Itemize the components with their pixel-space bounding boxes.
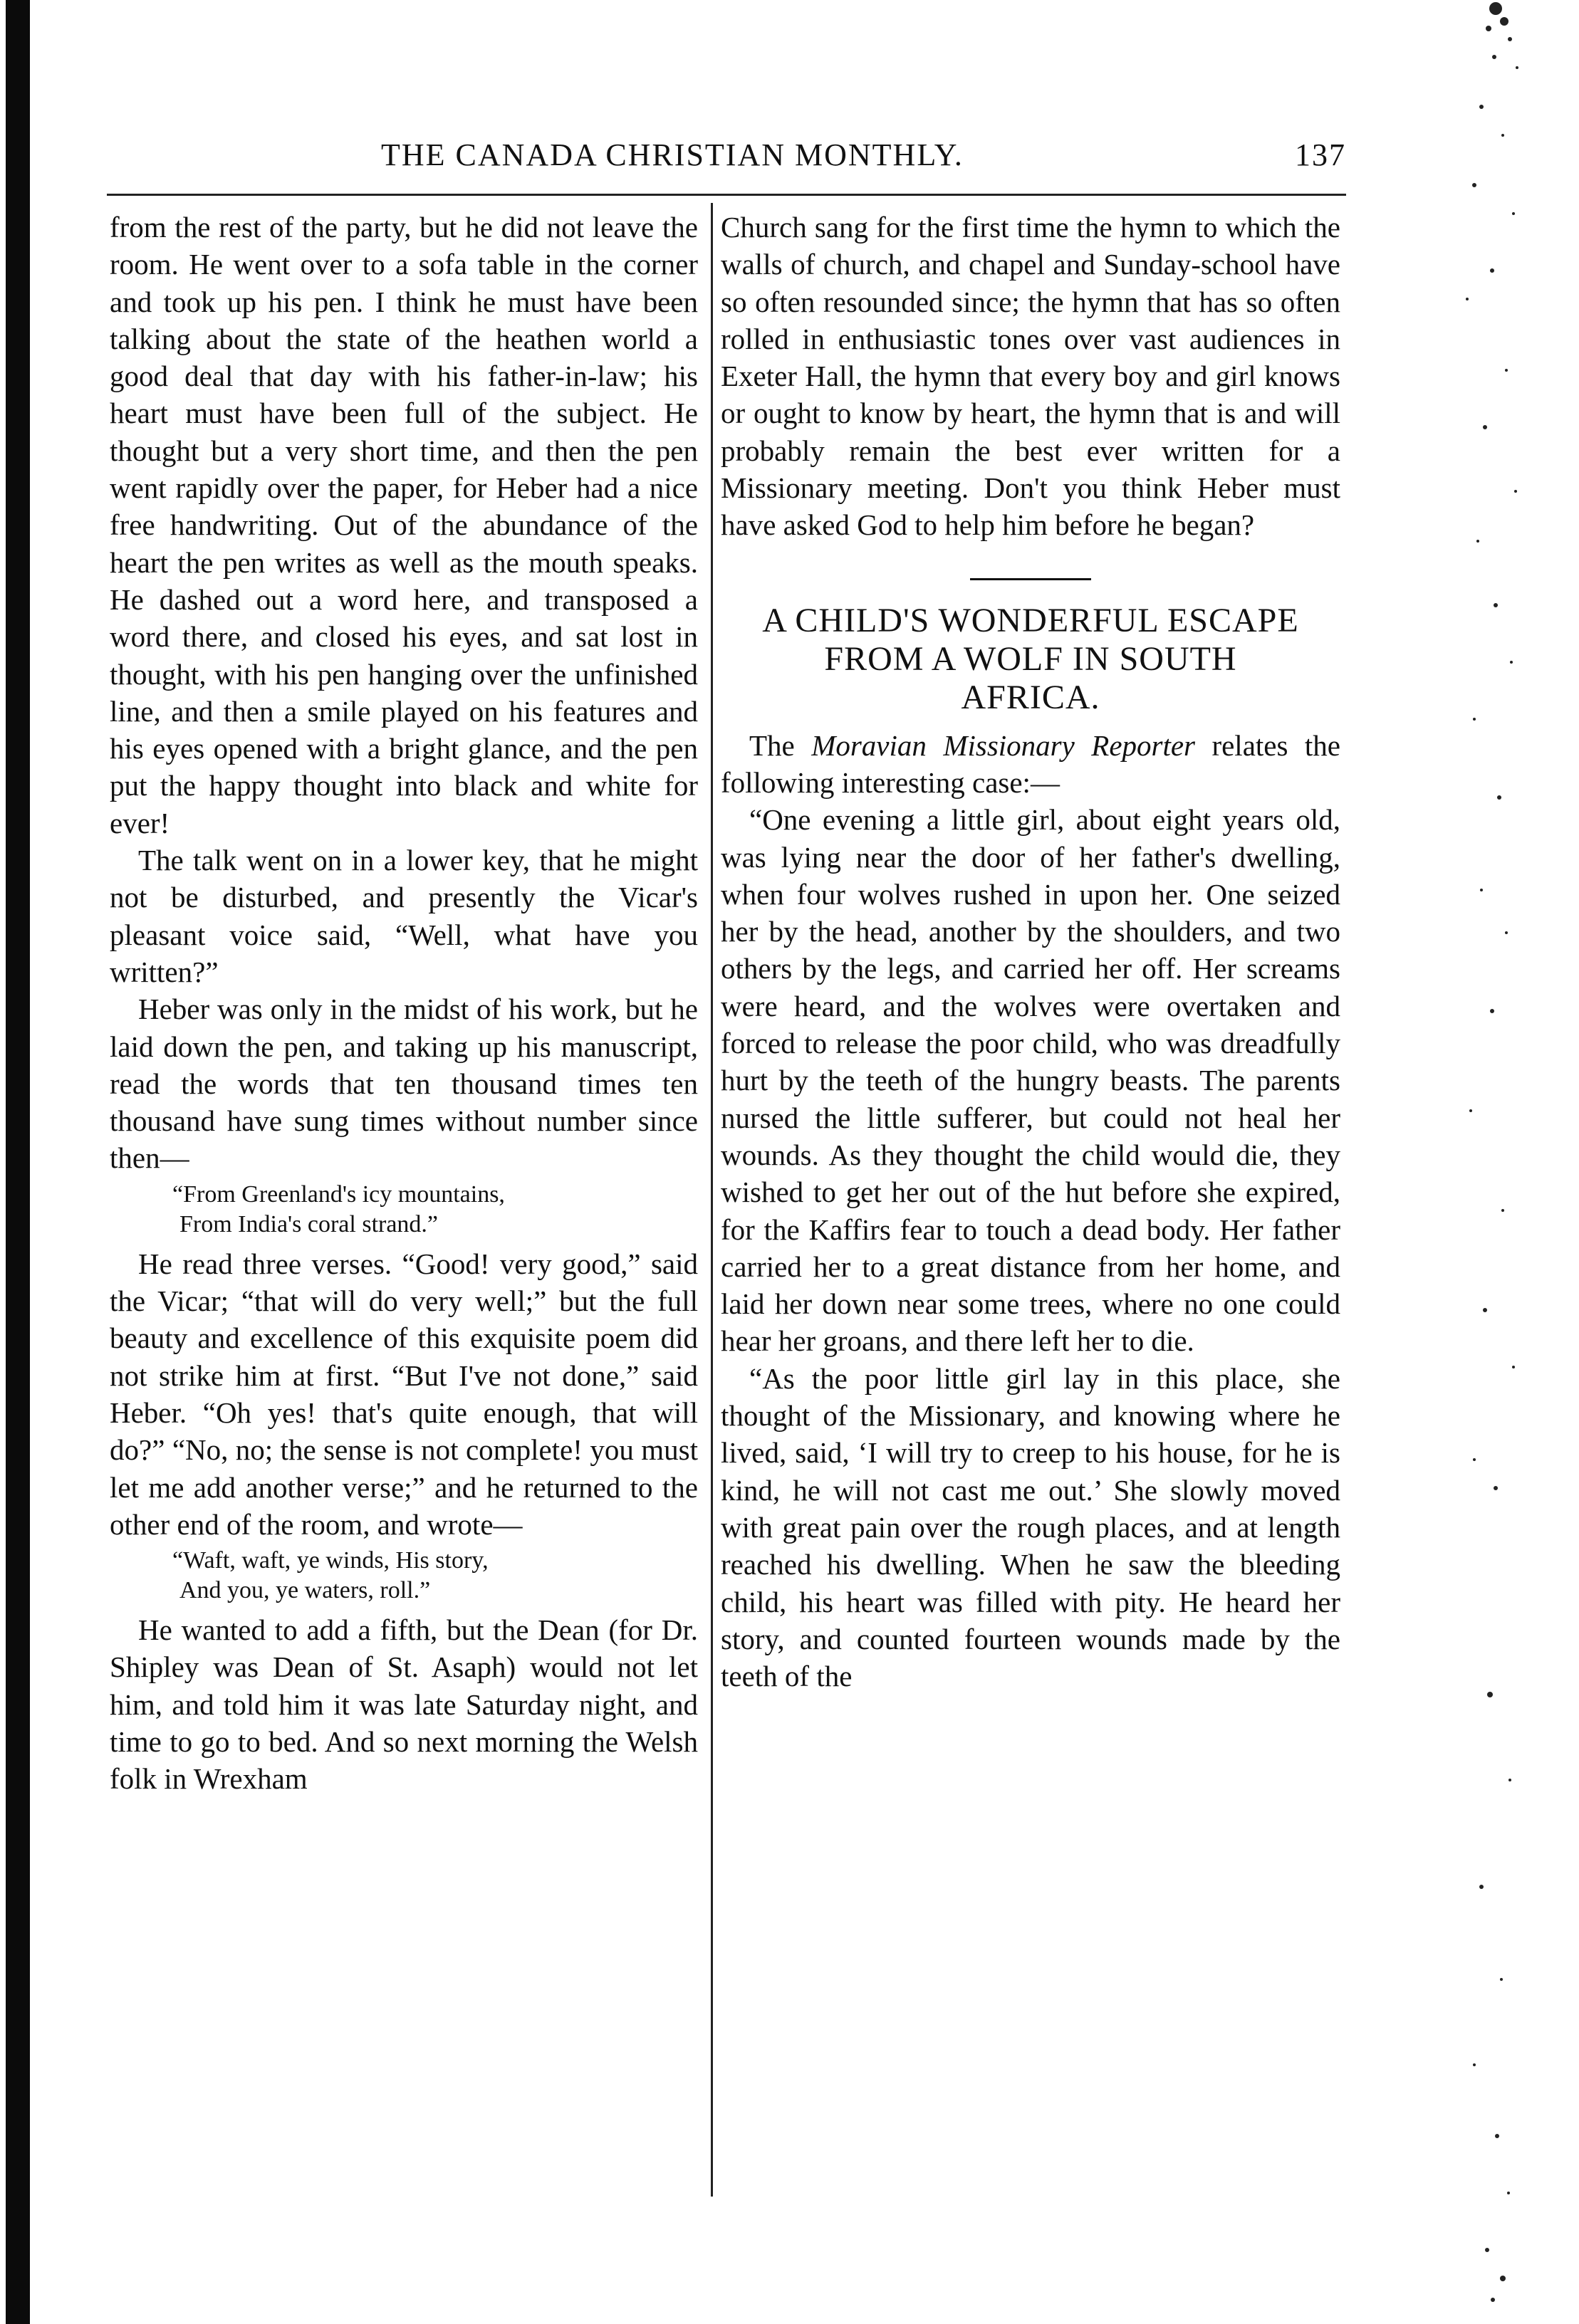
paragraph: Church sang for the first time the hymn to which the walls of church, and chapel and Sunday-school have so often resounded since; the hymn that has so often rolled in enthusiastic tones over vast audiences in Exeter Hall, the hymn that every boy and girl knows or ought to know by heart, the hymn that is and will probably remain the best ever written for a Missionary meeting. Don't you think Heber must have asked God to help him before he began?: [721, 211, 1340, 542]
paragraph: The talk went on in a lower key, that he might not be disturbed, and presently the Vicar's pleasant voice said, “Well, what have you written?”: [110, 844, 698, 988]
page-number: 137: [1295, 137, 1346, 172]
running-header: [107, 128, 1346, 185]
header-rule: [107, 194, 1346, 196]
verse-line: From India's coral strand.”: [179, 1210, 439, 1237]
paragraph: Heber was only in the midst of his work, but he laid down the pen, and taking up his manuscript, read the words that ten thousand times ten thousand have sung times without number since then—: [110, 993, 698, 1175]
publication-name: Moravian Missionary Reporter: [811, 728, 1196, 762]
right-column: [721, 209, 1340, 1695]
paragraph: “As the poor little girl lay in this place, she thought of the Missionary, and knowing where he lived, said, ‘I will try to creep to his house, for he is kind, he will not cast me out.’ She slowly moved with great pain over the rough places, and at length reached his dwelling. When he saw the bleeding child, his heart was filled with pity. He heard her story, and counted fourteen wounds made by the teeth of the: [721, 1361, 1340, 1693]
binding-edge: [6, 0, 30, 2324]
journal-title: THE CANADA CHRISTIAN MONTHLY.: [381, 137, 964, 172]
paragraph: from the rest of the party, but he did not leave the room. He went over to a sofa table in the corner and took up his pen. I think he must have been talking about the state of the heathen world a good deal that day with his father-in-law; his heart must have been full of the subject. He thought but a very short time, and then the pen went rapidly over the paper, for Heber had a nice free handwriting. Out of the abundance of the heart the pen writes as well as the mouth speaks. He dashed out a word here, and transposed a word there, and closed his eyes, and sat lost in thought, with his pen hanging over the unfinished line, and then a smile played on his features and his eyes opened with a bright glance, and the pen put the happy thought into black and white for ever!: [110, 211, 698, 839]
verse-line: And you, ye waters, roll.”: [179, 1577, 431, 1604]
article-title-line: FROM A WOLF IN SOUTH: [824, 639, 1237, 678]
verse-line: “Waft, waft, ye winds, His story,: [172, 1547, 489, 1574]
paragraph: He wanted to add a fifth, but the Dean (for Dr. Shipley was Dean of St. Asaph) would not let him, and told him it was late Saturday night, and time to go to bed. And so next morning the Welsh folk in Wrexham: [110, 1613, 698, 1796]
article-title-line: AFRICA.: [961, 678, 1100, 716]
article-title-line: A CHILD'S WONDERFUL ESCAPE: [762, 601, 1299, 639]
verse-line: “From Greenland's icy mountains,: [172, 1181, 505, 1208]
verse-quote: [172, 1180, 698, 1240]
margin-speckles: [1453, 0, 1579, 2324]
paragraph: “One evening a little girl, about eight years old, was lying near the door of her father's dwelling, when four wolves rushed in upon her. One seized her by the head, another by the shoulders, and two others by the legs, and carried her off. Her screams were heard, and the wolves were overtaken and forced to release the poor child, who was dreadfully hurt by the teeth of the hungry beasts. The parents nursed the little sufferer, but could not heal her wounds. As they thought the child would die, they wished to get her out of the hut before she expired, for the Kaffirs fear to touch a dead body. Her father carried her to a great distance from her home, and laid her down near some trees, where no one could hear her groans, and there left her to die.: [721, 803, 1340, 1358]
verse-quote: [172, 1546, 698, 1606]
column-divider: [711, 203, 713, 2197]
paragraph: He read three verses. “Good! very good,” said the Vicar; “that will do very well;” but the full beauty and excellence of this exquisite poem did not strike him at first. “But I've not done,” said Heber. “Oh yes! that's quite enough, that will do?” “No, no; the sense is not complete! you must let me add another verse;” and he returned to the other end of the room, and wrote—: [110, 1247, 698, 1541]
paragraph: [721, 727, 1340, 802]
article-title: [721, 602, 1340, 717]
text-run: The: [749, 728, 812, 762]
left-column: [110, 209, 698, 1798]
section-separator: [970, 578, 1091, 580]
text-run: relates the following interesting case:—: [721, 728, 1340, 799]
